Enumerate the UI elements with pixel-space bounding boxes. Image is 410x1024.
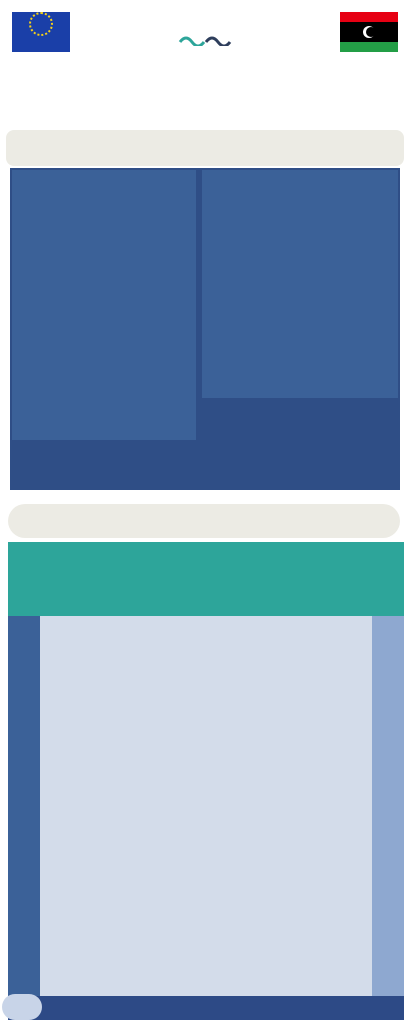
- municipality-logo-column: [372, 616, 404, 996]
- staff-header-row: [8, 542, 404, 616]
- grand-total: [2, 994, 42, 1020]
- participants-banner: [6, 130, 404, 166]
- libya-flag-icon: [340, 12, 398, 52]
- staff-sum-header: [10, 546, 30, 612]
- header: [0, 0, 410, 68]
- staff-sum-column: [8, 616, 40, 996]
- staff-total-label: [376, 992, 398, 1024]
- staff-grid: [8, 542, 404, 1020]
- trainer-training-table: [202, 170, 398, 398]
- eu-stars-icon: [29, 12, 53, 36]
- staff-banner: [8, 504, 400, 538]
- staff-training-header: [374, 546, 394, 612]
- rebuild-wave-icon: [178, 34, 236, 46]
- municipal-training-table: [12, 170, 196, 440]
- staff-total-row: [8, 996, 404, 1020]
